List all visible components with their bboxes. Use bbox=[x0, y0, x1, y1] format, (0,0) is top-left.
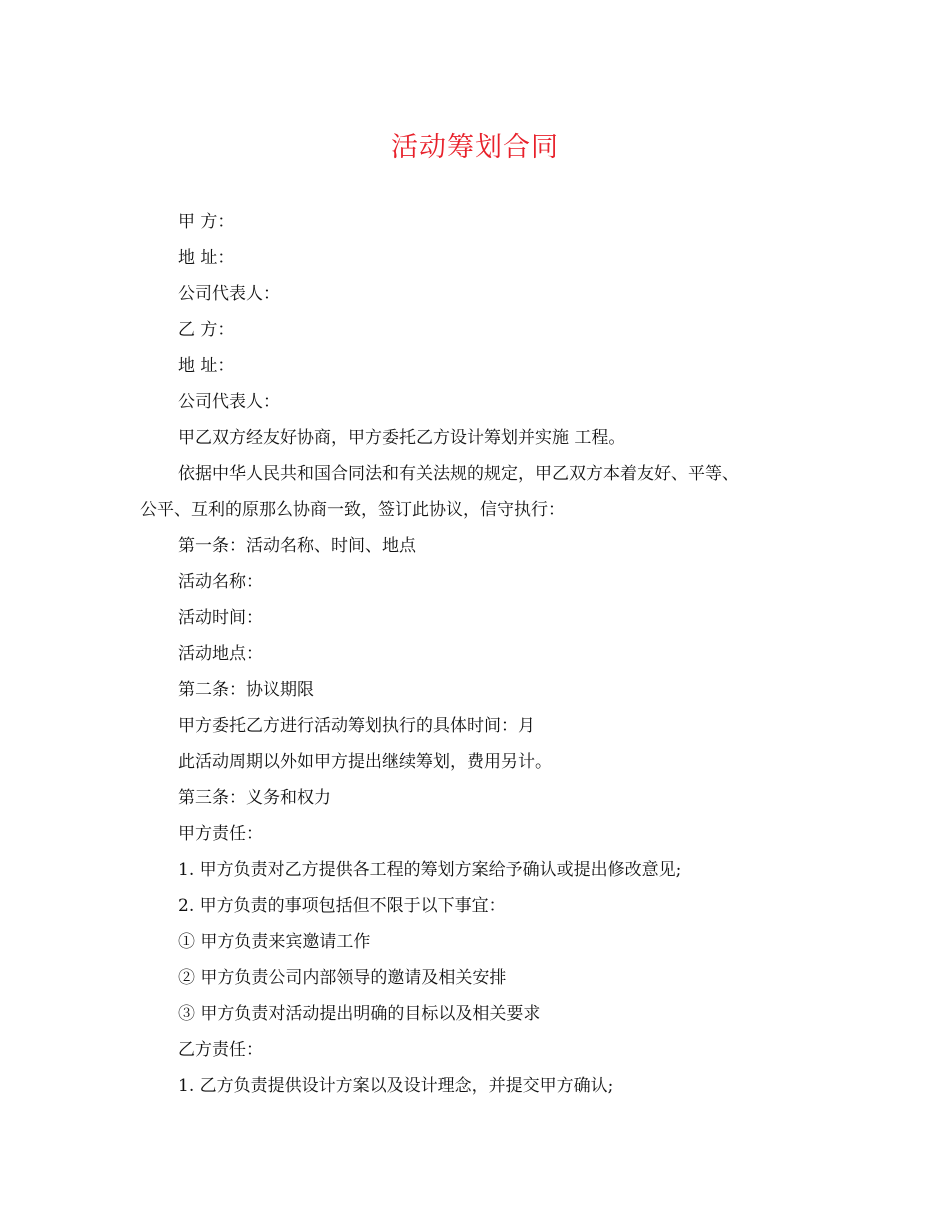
party-a-representative: 公司代表人： bbox=[178, 284, 280, 304]
contract-body bbox=[140, 204, 800, 1104]
article-3-heading: 第三条：义务和权力 bbox=[178, 788, 331, 808]
activity-name-field: 活动名称： bbox=[178, 572, 263, 592]
legal-basis-line-1: 依据中华人民共和国合同法和有关法规的规定，甲乙双方本着友好、平等、 bbox=[178, 464, 739, 484]
article-2-heading: 第二条：协议期限 bbox=[178, 680, 314, 700]
party-a-duty-1: 1. 甲方负责对乙方提供各工程的筹划方案给予确认或提出修改意见; bbox=[178, 860, 682, 880]
party-b-address: 地 址： bbox=[178, 356, 235, 376]
party-b-duties-heading: 乙方责任： bbox=[178, 1040, 263, 1060]
party-b-representative: 公司代表人： bbox=[178, 392, 280, 412]
document-title: 活动筹划合同 bbox=[391, 132, 559, 163]
activity-location-field: 活动地点： bbox=[178, 644, 263, 664]
article-1-heading: 第一条：活动名称、时间、地点 bbox=[178, 536, 416, 556]
party-a-address: 地 址： bbox=[178, 248, 235, 268]
agreement-period-line: 甲方委托乙方进行活动筹划执行的具体时间：月 bbox=[178, 716, 535, 736]
party-a-subduty-3: ③ 甲方负责对活动提出明确的目标以及相关要求 bbox=[178, 1004, 541, 1024]
activity-time-field: 活动时间： bbox=[178, 608, 263, 628]
party-a-label: 甲 方： bbox=[178, 212, 235, 232]
extra-fee-line: 此活动周期以外如甲方提出继续筹划，费用另计。 bbox=[178, 752, 552, 772]
party-a-duties-heading: 甲方责任： bbox=[178, 824, 263, 844]
party-a-subduty-2: ② 甲方负责公司内部领导的邀请及相关安排 bbox=[178, 968, 507, 988]
party-a-subduty-1: ① 甲方负责来宾邀请工作 bbox=[178, 932, 371, 952]
intro-paragraph: 甲乙双方经友好协商，甲方委托乙方设计筹划并实施 工程。 bbox=[178, 428, 626, 448]
legal-basis-line-2: 公平、互利的原那么协商一致，签订此协议，信守执行： bbox=[140, 500, 565, 520]
party-b-duty-1: 1. 乙方负责提供设计方案以及设计理念，并提交甲方确认; bbox=[178, 1076, 614, 1096]
party-a-duty-2: 2. 甲方负责的事项包括但不限于以下事宜： bbox=[178, 896, 506, 916]
party-b-label: 乙 方： bbox=[178, 320, 235, 340]
